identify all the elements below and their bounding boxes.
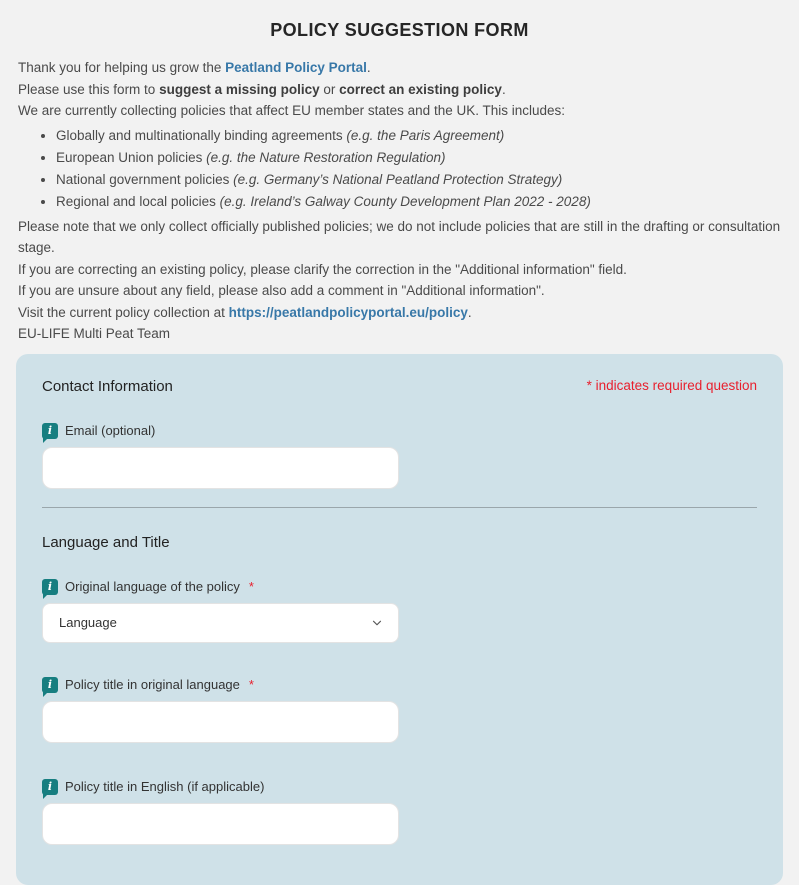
list-item [56,125,781,147]
policy-title-original-input[interactable] [42,701,399,743]
suggest-missing-policy-text: suggest a missing policy [159,81,320,97]
required-asterisk: * [248,579,254,594]
use-form-line [18,79,781,101]
language-select-value: Language [59,615,117,630]
form-panel [16,354,783,885]
list-item [56,169,781,191]
list-item-text: National government policies [56,171,234,187]
list-item-example: (e.g. the Nature Restoration Regulation) [206,149,446,165]
required-asterisk: * [248,677,254,692]
visit-line-pre: Visit the current policy collection at [18,304,229,320]
visit-line-period: . [467,304,472,320]
list-item-text: Globally and multinationally binding agreements [56,127,347,143]
list-item-text: European Union policies [56,149,207,165]
policy-title-english-input[interactable] [42,803,399,845]
use-line-pre: Please use this form to [18,81,160,97]
info-tooltip-icon[interactable]: i [42,579,58,595]
page-title: POLICY SUGGESTION FORM [270,20,529,40]
policy-title-original-label: Policy title in original language [65,677,240,692]
use-line-period: . [501,81,506,97]
section-heading-contact: Contact Information [42,377,173,395]
required-note: * indicates required question [586,377,757,393]
policy-title-original-label-row [42,677,757,693]
list-item-example: (e.g. Ireland’s Galway County Development Plan 2022 - 2028) [219,193,591,209]
info-tooltip-icon[interactable]: i [42,423,58,439]
email-label: Email (optional) [65,423,156,438]
list-item [56,191,781,213]
published-note: Please note that we only collect officially published policies; we do not include policies that are still in the drafting or consultation stage. [18,218,781,255]
thanks-line-text: Thank you for helping us grow the [18,60,226,75]
section-divider [42,507,757,508]
team-signature: EU-LIFE Multi Peat Team [18,326,171,341]
language-select[interactable] [42,603,399,643]
email-input[interactable] [42,447,399,489]
info-tooltip-icon[interactable]: i [42,779,58,795]
thanks-line-period: . [366,60,371,75]
unsure-note: If you are unsure about any field, please also add a comment in "Additional information". [18,283,545,298]
list-item [56,147,781,169]
language-field-group [42,579,757,643]
peatland-policy-portal-link[interactable]: Peatland Policy Portal [225,60,367,75]
panel-header [42,378,757,395]
correcting-note: If you are correcting an existing policy, please clarify the correction in the "Additional information" field. [18,261,627,277]
list-item-text: Regional and local policies [56,193,220,209]
policy-title-english-label-row [42,779,757,795]
policy-collection-link[interactable]: https://peatlandpolicyportal.eu/policy [228,304,468,320]
language-label: Original language of the policy [65,579,240,594]
list-item-example: (e.g. the Paris Agreement) [346,127,505,143]
use-line-mid: or [319,81,340,97]
intro-text [0,57,799,345]
visit-line [18,302,781,324]
collecting-line: We are currently collecting policies that affect EU member states and the UK. This includes: [18,103,566,118]
list-item-example: (e.g. Germany’s National Peatland Protection Strategy) [233,171,563,187]
section-heading-language: Language and Title [42,533,170,551]
policy-title-english-label: Policy title in English (if applicable) [65,779,265,794]
correct-existing-policy-text: correct an existing policy [339,81,502,97]
policy-types-list [18,125,781,213]
email-field-group [42,423,757,489]
thanks-line [18,57,781,79]
chevron-down-icon [370,616,384,630]
info-tooltip-icon[interactable]: i [42,677,58,693]
language-label-row [42,579,757,595]
policy-title-original-group [42,677,757,743]
email-label-row [42,423,757,439]
policy-title-english-group [42,779,757,845]
